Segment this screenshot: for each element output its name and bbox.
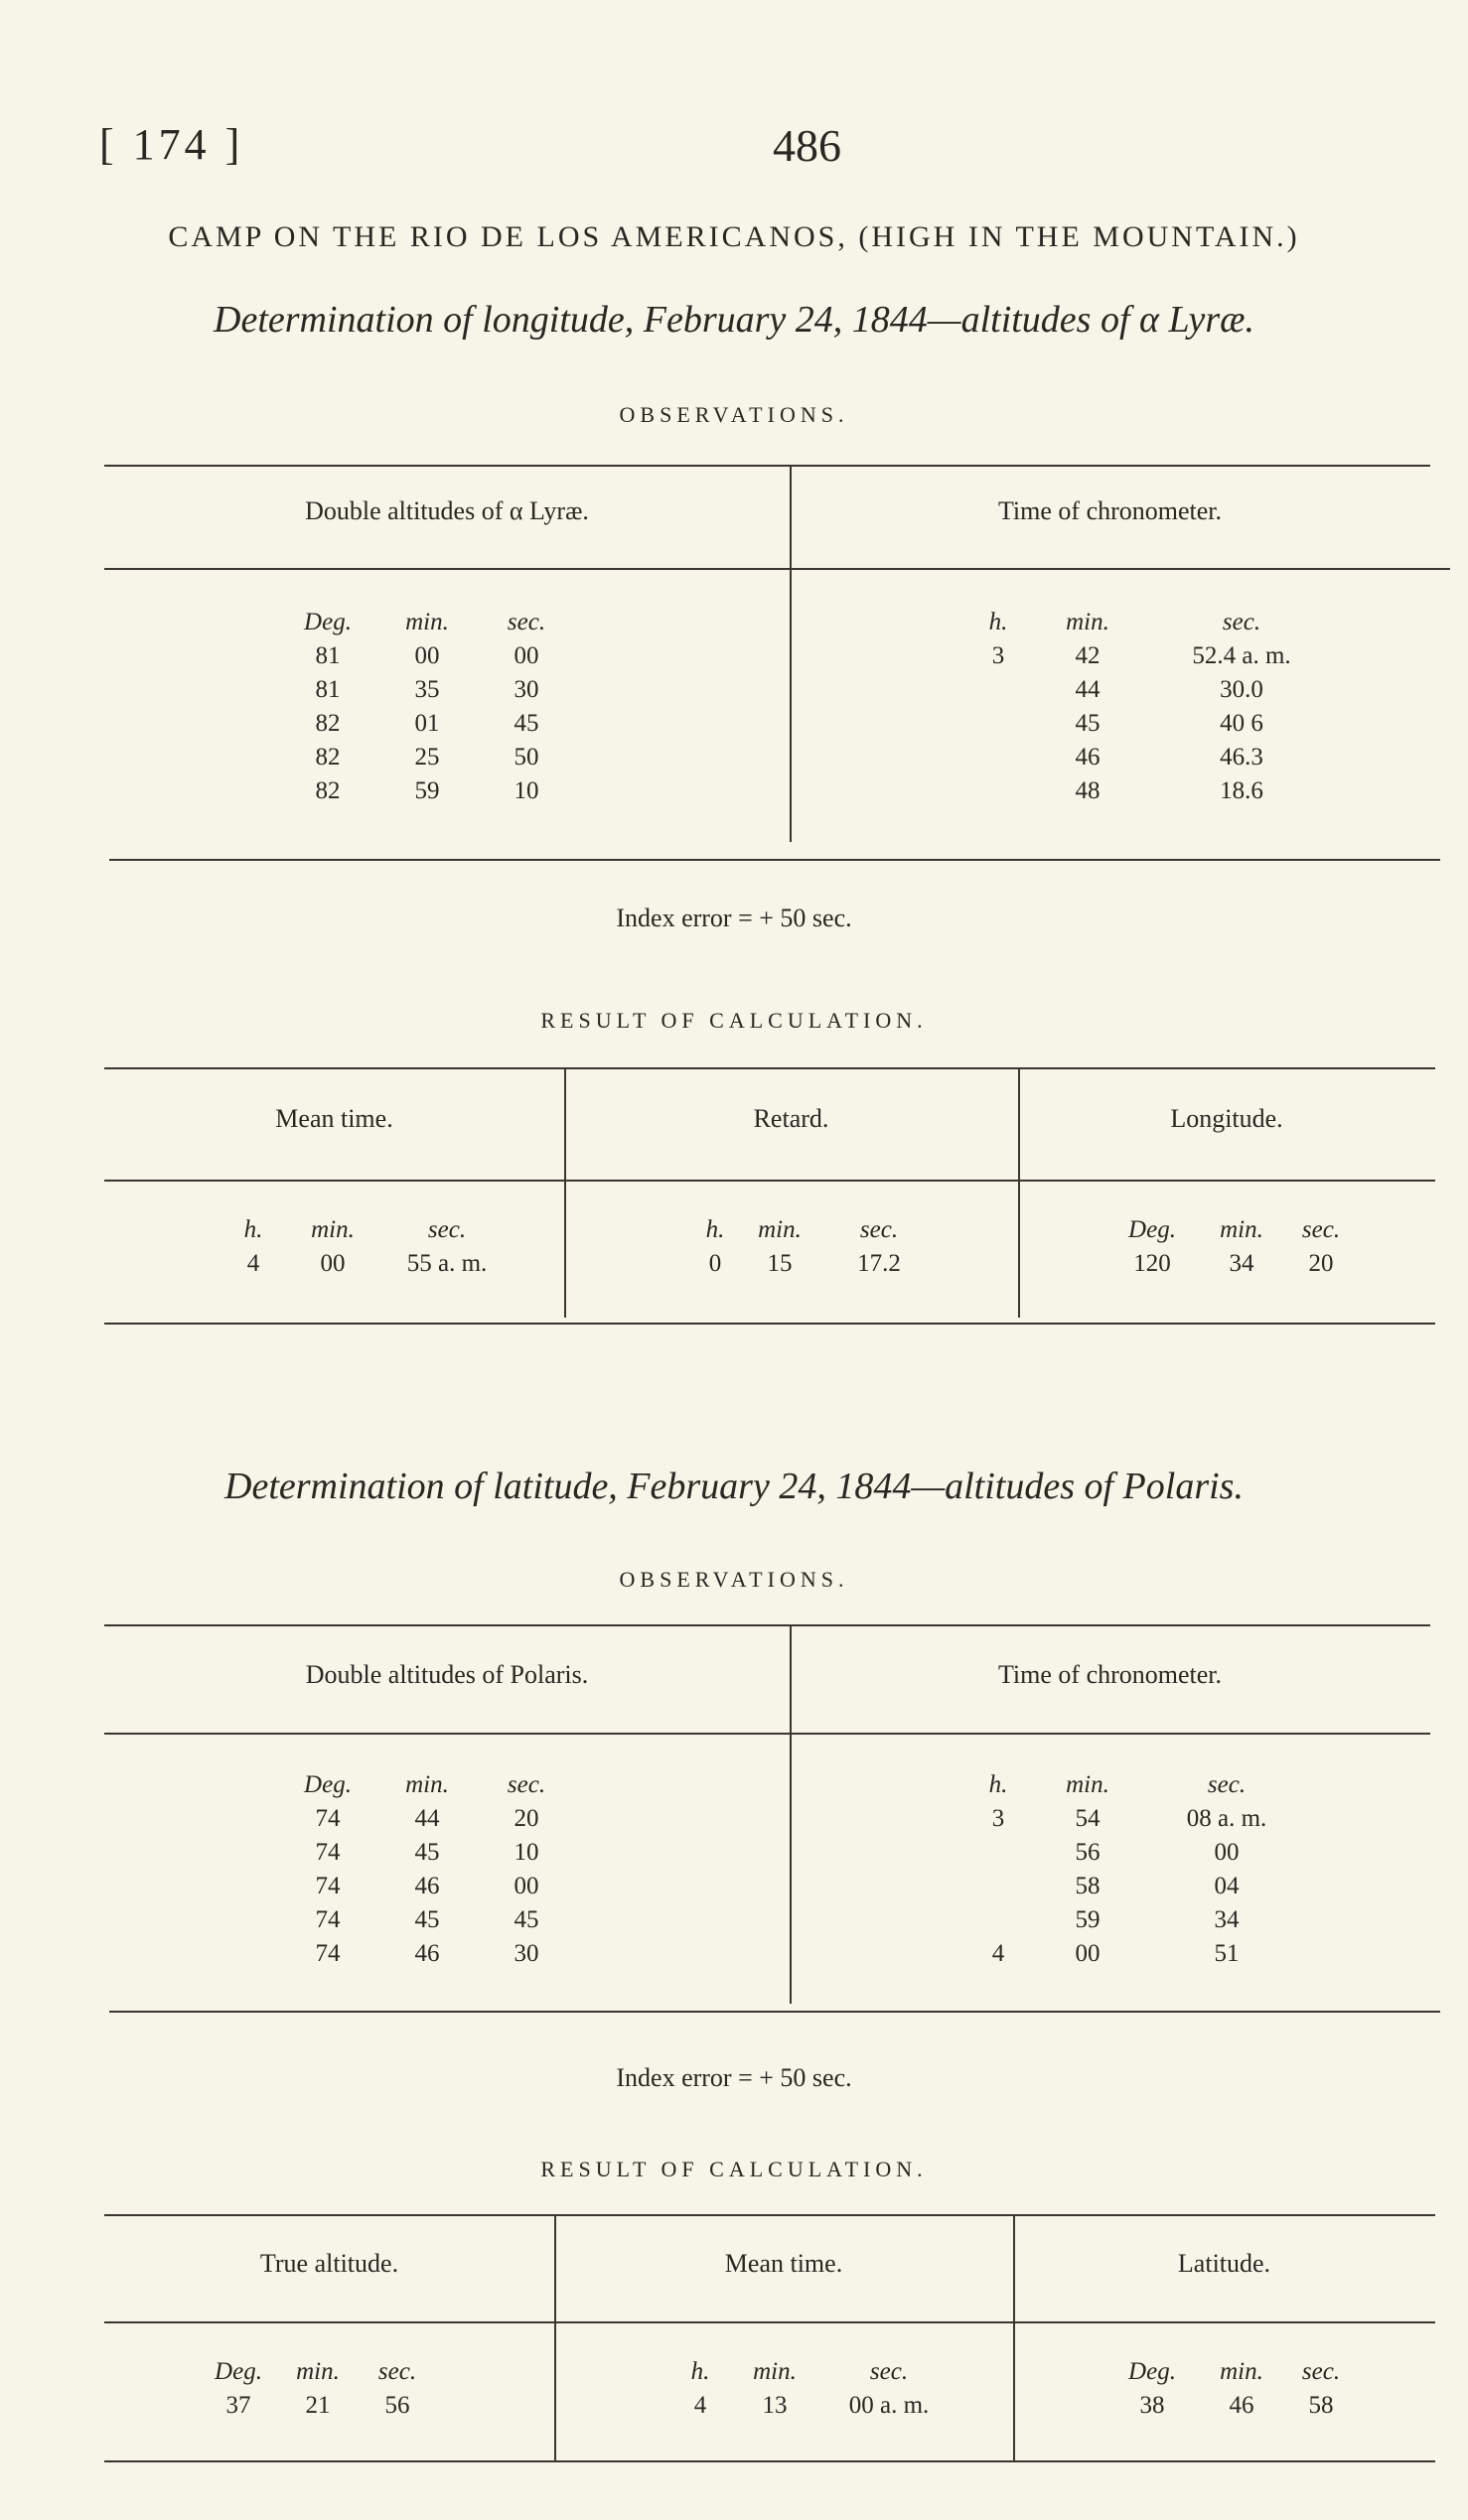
unit-label: sec. [507,1771,546,1798]
unit-label: sec. [1301,2358,1341,2385]
unit-label: min. [758,1216,802,1243]
result-value: 13 [762,2392,788,2419]
rule [104,465,1430,467]
unit-label: h. [243,1216,263,1243]
col-heading-chronometer: Time of chronometer. [997,496,1223,525]
table-cell: 10 [514,777,539,804]
result-column [735,2355,814,2423]
rule [104,568,790,570]
table-column [487,606,566,808]
unit-label: sec. [1301,1216,1341,1243]
result-value: 58 [1308,2392,1334,2419]
table-cell: 42 [1075,642,1101,669]
unit-label: h. [705,1216,725,1243]
result-value: 17.2 [857,1250,901,1277]
column-divider [790,1624,792,2004]
table-cell [978,741,1018,774]
table-cell [978,774,1018,808]
table-cell: 08 a. m. [1186,1805,1267,1832]
index-error-1: Index error = + 50 sec. [616,904,852,932]
table-cell: 40 6 [1220,710,1263,737]
table-cell: 45 [414,1839,440,1866]
table-cell: 82 [315,777,341,804]
longitude-title: Determination of longitude, February 24, 1844—altitudes of α Lyræ. [214,299,1254,341]
table-cell: 30 [514,1940,539,1967]
result-value: 00 a. m. [848,2392,930,2419]
table-cell: 74 [315,1873,341,1899]
table-column [387,1768,467,1971]
unit-label: min. [1220,1216,1263,1243]
result-value: 38 [1139,2392,1165,2419]
unit-label: min. [405,609,449,635]
table-cell: 00 [1075,1940,1101,1967]
table-cell: 54 [1075,1805,1101,1832]
result-column [382,1213,512,1281]
result-column [685,2355,715,2423]
page-number: 486 [773,120,841,171]
result-heading-retard: Retard. [753,1104,829,1133]
unit-label: sec. [427,1216,467,1243]
result-column [1112,1213,1192,1281]
latitude-title: Determination of latitude, February 24, 1844—altitudes of Polaris. [224,1466,1244,1507]
result-value: 120 [1133,1250,1171,1277]
result-column [278,2355,358,2423]
table-column [288,606,367,808]
column-divider [790,465,792,842]
rule [104,2321,1435,2323]
result-column [1112,2355,1192,2423]
observations-label-2: OBSERVATIONS. [619,1567,849,1592]
unit-label: min. [753,2358,797,2385]
unit-label: h. [690,2358,710,2385]
result-column [735,1213,824,1281]
result-value: 21 [305,2392,331,2419]
table-column [288,1768,367,1971]
result-value: 00 [320,1250,346,1277]
table-cell: 45 [514,710,539,737]
table-cell: 51 [1214,1940,1240,1967]
result-column [358,2355,437,2423]
result-heading-mean-time-2: Mean time. [724,2249,843,2278]
rule [104,1624,1430,1626]
unit-label: sec. [1207,1771,1247,1798]
result-value: 4 [246,1250,260,1277]
table-column [978,606,1018,808]
table-cell: 20 [514,1805,539,1832]
rule [109,859,1440,861]
col-heading-double-altitudes-polaris: Double altitudes of Polaris. [305,1660,589,1689]
table-cell: 10 [514,1839,539,1866]
table-cell: 45 [514,1906,539,1933]
table-cell: 44 [414,1805,440,1832]
table-cell: 4 [991,1940,1005,1967]
table-column [1157,606,1326,808]
result-column [293,1213,372,1281]
table-cell: 48 [1075,777,1101,804]
result-column [1202,2355,1281,2423]
unit-label: sec. [377,2358,417,2385]
rule [109,2011,1440,2013]
rule [104,2214,1435,2216]
table-column [1048,1768,1127,1971]
table-cell: 00 [1214,1839,1240,1866]
unit-label: min. [405,1771,449,1798]
result-value: 0 [708,1250,722,1277]
unit-label: sec. [507,609,546,635]
table-cell: 56 [1075,1839,1101,1866]
table-cell: 04 [1214,1873,1240,1899]
table-column [387,606,467,808]
table-cell [978,1870,1018,1903]
unit-label: min. [296,2358,340,2385]
result-value: 15 [767,1250,793,1277]
table-cell: 25 [414,744,440,770]
rule [104,1733,790,1735]
table-cell: 3 [991,1805,1005,1832]
unit-label: Deg. [1128,1216,1176,1243]
table-cell: 45 [1075,710,1101,737]
col-heading-double-altitudes: Double altitudes of α Lyræ. [305,496,589,525]
result-column [834,1213,924,1281]
result-column [233,1213,273,1281]
table-cell: 74 [315,1940,341,1967]
unit-label: min. [1220,2358,1263,2385]
table-cell: 30.0 [1220,676,1263,703]
table-column [1157,1768,1296,1971]
table-cell: 3 [991,642,1005,669]
table-cell: 00 [414,642,440,669]
camp-title: CAMP ON THE RIO DE LOS AMERICANOS, (HIGH IN THE MOUNTAIN.) [168,220,1300,253]
table-cell: 52.4 a. m. [1192,642,1291,669]
table-cell: 59 [414,777,440,804]
unit-label: Deg. [304,1771,352,1798]
table-cell [978,673,1018,707]
page-header [99,119,1468,189]
unit-label: sec. [859,1216,899,1243]
table-cell: 30 [514,676,539,703]
table-cell: 46 [414,1873,440,1899]
rule [790,1733,1430,1735]
table-cell: 00 [514,1873,539,1899]
rule [104,1323,1435,1325]
table-cell: 81 [315,676,341,703]
result-heading-longitude: Longitude. [1170,1104,1283,1133]
result-column [1281,1213,1361,1281]
result-value: 55 a. m. [406,1250,488,1277]
unit-label: min. [1066,1771,1109,1798]
result-value: 56 [384,2392,410,2419]
result-heading-latitude: Latitude. [1177,2249,1271,2278]
unit-label: Deg. [1128,2358,1176,2385]
table-cell: 74 [315,1906,341,1933]
result-column [824,2355,954,2423]
unit-label: sec. [869,2358,909,2385]
result-value: 46 [1229,2392,1254,2419]
table-cell: 35 [414,676,440,703]
unit-label: h. [988,1771,1008,1798]
table-column [978,1768,1018,1971]
table-cell: 58 [1075,1873,1101,1899]
table-cell: 01 [414,710,440,737]
table-cell: 81 [315,642,341,669]
table-cell [978,1903,1018,1937]
result-column [1281,2355,1361,2423]
table-cell: 45 [414,1906,440,1933]
rule [790,568,1450,570]
table-cell: 00 [514,642,539,669]
unit-label: Deg. [304,609,352,635]
table-cell: 59 [1075,1906,1101,1933]
table-cell [978,707,1018,741]
unit-label: min. [311,1216,355,1243]
table-cell: 34 [1214,1906,1240,1933]
table-cell: 18.6 [1220,777,1263,804]
observations-label-1: OBSERVATIONS. [619,402,849,427]
result-value: 34 [1229,1250,1254,1277]
result-label-2: RESULT OF CALCULATION. [540,2157,928,2181]
result-column [695,1213,735,1281]
table-column [1048,606,1127,808]
unit-label: Deg. [215,2358,262,2385]
table-cell [978,1836,1018,1870]
result-label-1: RESULT OF CALCULATION. [540,1008,928,1033]
rule [104,1180,1435,1182]
table-cell: 82 [315,710,341,737]
table-cell: 46.3 [1220,744,1263,770]
unit-label: sec. [1222,609,1261,635]
table-cell: 46 [1075,744,1101,770]
result-column [209,2355,268,2423]
table-cell: 50 [514,744,539,770]
index-error-2: Index error = + 50 sec. [616,2063,852,2092]
table-cell: 82 [315,744,341,770]
result-heading-mean-time: Mean time. [275,1104,393,1133]
unit-label: h. [988,609,1008,635]
table-column [487,1768,566,1971]
result-heading-true-altitude: True altitude. [259,2249,399,2278]
table-cell: 74 [315,1839,341,1866]
table-cell: 46 [414,1940,440,1967]
result-value: 4 [693,2392,707,2419]
rule [104,1067,1435,1069]
rule [104,2460,1435,2462]
folio-bracket: [ 174 ] [99,120,244,169]
result-column [1202,1213,1281,1281]
table-cell: 74 [315,1805,341,1832]
result-value: 37 [225,2392,251,2419]
col-heading-chronometer-2: Time of chronometer. [997,1660,1223,1689]
result-value: 20 [1308,1250,1334,1277]
unit-label: min. [1066,609,1109,635]
table-cell: 44 [1075,676,1101,703]
